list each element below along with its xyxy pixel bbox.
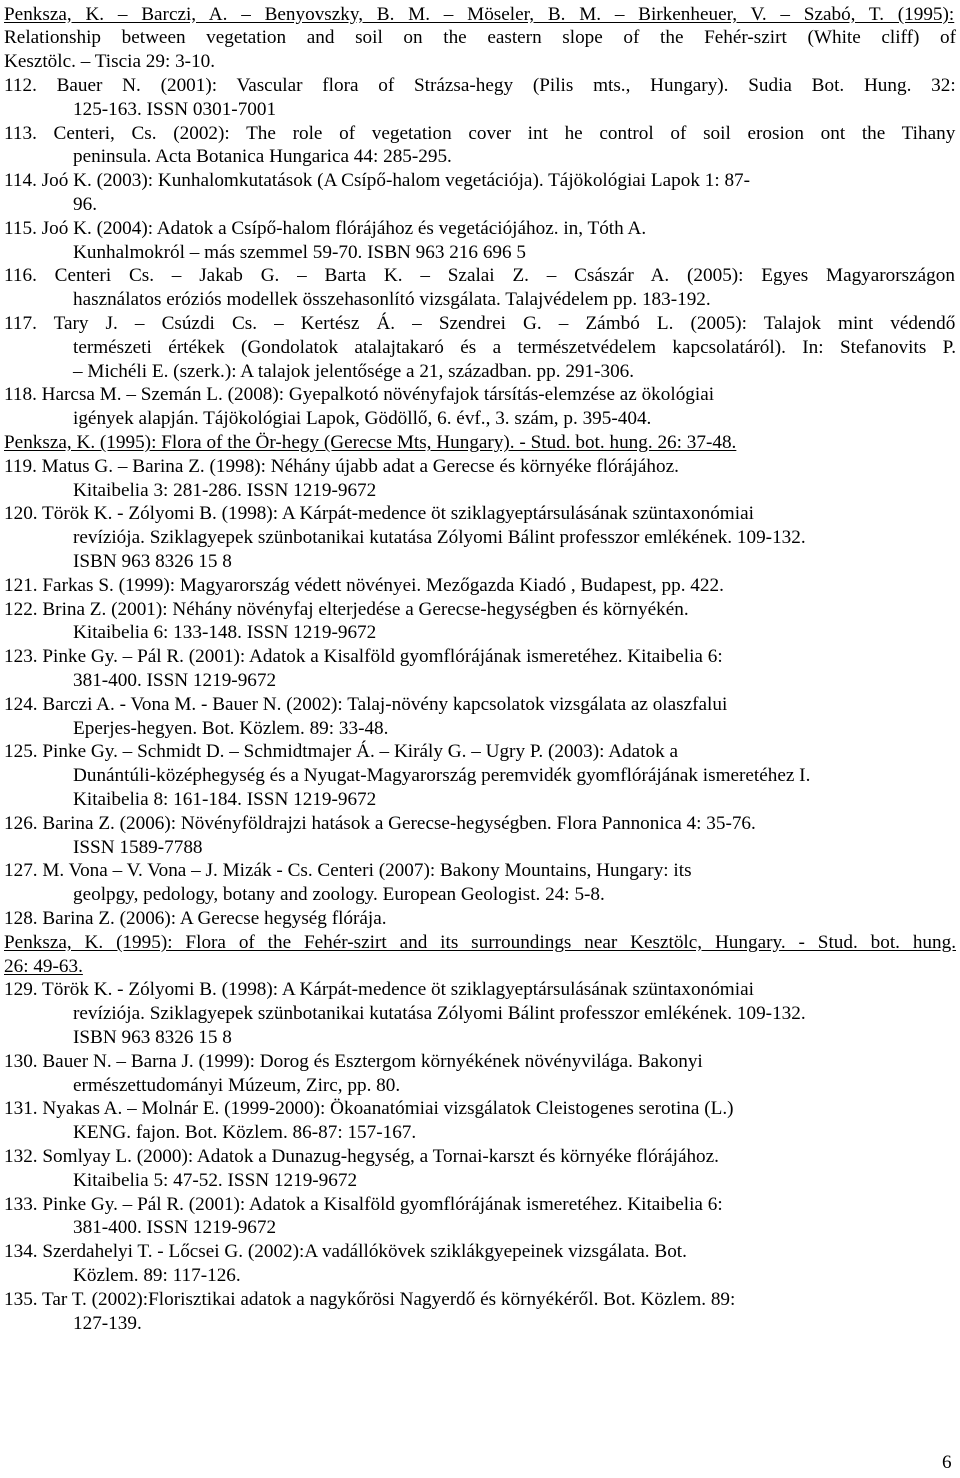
citation-line: Relationship between vegetation and soil on the eastern slope of the Fehér-szirt (White cliff) of: [4, 27, 956, 49]
reference-line: peninsula. Acta Botanica Hungarica 44: 285-295.: [73, 146, 452, 168]
reference-line: 127. M. Vona – V. Vona – J. Mizák - Cs. Centeri (2007): Bakony Mountains, Hungary: its: [4, 860, 692, 882]
reference-line: Közlem. 89: 117-126.: [73, 1264, 241, 1286]
reference-line: 127-139.: [73, 1312, 142, 1334]
reference-line: 120. Török K. - Zólyomi B. (1998): A Kárpát-medence öt sziklagyeptársulásának szüntaxonómiai: [4, 503, 754, 525]
reference-line: 96.: [73, 193, 97, 215]
reference-line: természeti értékek (Gondolatok atalajtakaró és a természetvédelem kapcsolatáról). In: Stefanovits P.: [73, 336, 956, 358]
reference-line: 132. Somlyay L. (2000): Adatok a Dunazug-hegység, a Tornai-karszt és környéke flórájához.: [4, 1145, 719, 1167]
reference-line: ISBN 963 8326 15 8: [73, 1026, 232, 1048]
reference-line: igények alapján. Tájökológiai Lapok, Gödöllő, 6. évf., 3. szám, p. 395-404.: [73, 408, 652, 430]
citation-line: 26: 49-63.: [4, 955, 83, 977]
reference-line: 124. Barczi A. - Vona M. - Bauer N. (2002): Talaj-növény kapcsolatok vizsgálata az olaszfalui: [4, 693, 728, 715]
reference-line: használatos eróziós modellek összehasonlító vizsgálata. Talajvédelem pp. 183-192.: [73, 289, 711, 311]
reference-line: 112. Bauer N. (2001): Vascular flora of Strázsa-hegy (Pilis mts., Hungary). Sudia Bot. Hung. 32:: [4, 74, 956, 96]
reference-line: 113. Centeri, Cs. (2002): The role of vegetation cover int he control of soil erosion ont the Tihany: [4, 122, 956, 144]
reference-line: Eperjes-hegyen. Bot. Közlem. 89: 33-48.: [73, 717, 389, 739]
reference-line: 125-163. ISSN 0301-7001: [73, 98, 277, 120]
reference-line: 121. Farkas S. (1999): Magyarország védett növényei. Mezőgazda Kiadó , Budapest, pp. 422.: [4, 574, 724, 596]
reference-line: 130. Bauer N. – Barna J. (1999): Dorog és Esztergom környékének növényvilága. Bakonyi: [4, 1050, 703, 1072]
reference-line: 125. Pinke Gy. – Schmidt D. – Schmidtmajer Á. – Király G. – Ugry P. (2003): Adatok a: [4, 741, 678, 763]
reference-line: 135. Tar T. (2002):Florisztikai adatok a nagykőrösi Nagyerdő és környékéről. Bot. Közlem. 89:: [4, 1288, 736, 1310]
reference-line: 381-400. ISSN 1219-9672: [73, 669, 277, 691]
reference-line: 116. Centeri Cs. – Jakab G. – Barta K. – Szalai Z. – Császár A. (2005): Egyes Magyarországon: [4, 265, 955, 287]
reference-line: 114. Joó K. (2003): Kunhalomkutatások (A Csípő-halom vegetációja). Tájökológiai Lapok 1: 87-: [4, 170, 751, 192]
reference-line: 133. Pinke Gy. – Pál R. (2001): Adatok a Kisalföld gyomflórájának ismeretéhez. Kitaibelia 6:: [4, 1193, 723, 1215]
citation-line: Penksza, K. (1995): Flora of the Fehér-szirt and its surroundings near Kesztölc, Hungary. - Stud. bot. hung.: [4, 931, 956, 953]
citation-line: Penksza, K. (1995): Flora of the Ör-hegy (Gerecse Mts, Hungary). - Stud. bot. hung. 26: 37-48.: [4, 431, 737, 453]
reference-line: geolpgy, pedology, botany and zoology. European Geologist. 24: 5-8.: [73, 884, 605, 906]
reference-line: ISSN 1589-7788: [73, 836, 203, 858]
reference-line: 118. Harcsa M. – Szemán L. (2008): Gyepalkotó növényfajok társítás-elemzése az ökológiai: [4, 384, 715, 406]
reference-line: Kitaibelia 8: 161-184. ISSN 1219-9672: [73, 788, 377, 810]
reference-line: 122. Brina Z. (2001): Néhány növényfaj elterjedése a Gerecse-hegységben és környékén.: [4, 598, 689, 620]
reference-line: revíziója. Sziklagyepek szünbotanikai kutatása Zólyomi Bálint professzor emlékének. 109-132.: [73, 527, 806, 549]
reference-line: – Michéli E. (szerk.): A talajok jelentősége a 21, században. pp. 291-306.: [73, 360, 635, 382]
reference-line: Kitaibelia 6: 133-148. ISSN 1219-9672: [73, 622, 377, 644]
page-number: 6: [942, 1452, 952, 1473]
reference-line: 119. Matus G. – Barina Z. (1998): Néhány újabb adat a Gerecse és környéke flórájához.: [4, 455, 679, 477]
reference-line: Dunántúli-középhegység és a Nyugat-Magyarország peremvidék gyomflórájának ismeretéhez I.: [73, 765, 811, 787]
citation-line: Penksza, K. – Barczi, A. – Benyovszky, B. M. – Möseler, B. M. – Birkenheuer, V. – Szabó, T. (1995):: [4, 3, 955, 25]
reference-line: 115. Joó K. (2004): Adatok a Csípő-halom flórájához és vegetációjához. in, Tóth A.: [4, 217, 647, 239]
reference-line: ISBN 963 8326 15 8: [73, 550, 232, 572]
citation-line: Kesztölc. – Tiscia 29: 3-10.: [4, 51, 216, 73]
reference-line: 117. Tary J. – Csúzdi Cs. – Kertész Á. – Szendrei G. – Zámbó L. (2005): Talajok mint védendő: [4, 312, 956, 334]
reference-line: revíziója. Sziklagyepek szünbotanikai kutatása Zólyomi Bálint professzor emlékének. 109-132.: [73, 1003, 806, 1025]
reference-line: Kunhalmokról – más szemmel 59-70. ISBN 963 216 696 5: [73, 241, 526, 263]
reference-line: 123. Pinke Gy. – Pál R. (2001): Adatok a Kisalföld gyomflórájának ismeretéhez. Kitaibelia 6:: [4, 646, 723, 668]
reference-line: 128. Barina Z. (2006): A Gerecse hegység flórája.: [4, 907, 387, 929]
reference-line: KENG. fajon. Bot. Közlem. 86-87: 157-167.: [73, 1122, 417, 1144]
reference-line: 134. Szerdahelyi T. - Lőcsei G. (2002):A vadállókövek sziklákgyepeinek vizsgálata. Bot.: [4, 1241, 687, 1263]
reference-line: Kitaibelia 3: 281-286. ISSN 1219-9672: [73, 479, 377, 501]
reference-line: ermészettudományi Múzeum, Zirc, pp. 80.: [73, 1074, 401, 1096]
reference-line: 126. Barina Z. (2006): Növényföldrajzi hatások a Gerecse-hegységben. Flora Pannonica 4: 35-76.: [4, 812, 756, 834]
reference-line: 131. Nyakas A. – Molnár E. (1999-2000): Ökoanatómiai vizsgálatok Cleistogenes serotina (L.): [4, 1098, 734, 1120]
reference-line: Kitaibelia 5: 47-52. ISSN 1219-9672: [73, 1169, 358, 1191]
reference-line: 129. Török K. - Zólyomi B. (1998): A Kárpát-medence öt sziklagyeptársulásának szüntaxonómiai: [4, 979, 754, 1001]
reference-line: 381-400. ISSN 1219-9672: [73, 1217, 277, 1239]
